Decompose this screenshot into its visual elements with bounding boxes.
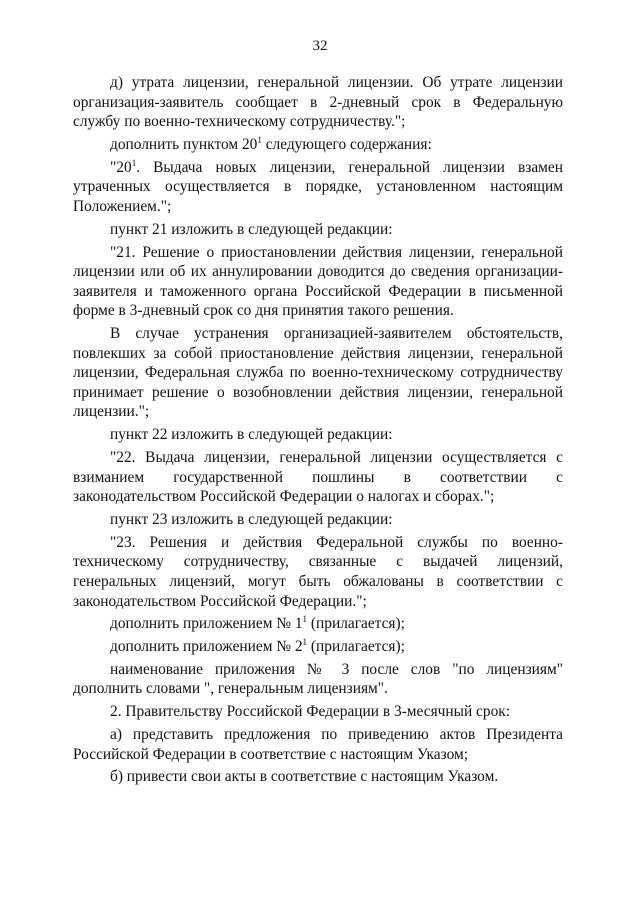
paragraph-point-20-1-text [73,158,563,217]
paragraph-item-b: б) привести свои акты в соответствие с настоящим Указом. [110,768,499,786]
text-fragment: дополнить приложением № 1 [110,615,303,633]
text-fragment: "20 [110,158,132,176]
superscript: 1 [302,637,308,648]
text-fragment: следующего содержания: [261,135,432,153]
paragraph-loss-of-license: д) утрата лицензии, генеральной лицензии. Об утрате лицензии организация-заявитель сообщает в 2-дневный срок в Федеральную службу по военно-техническому сотрудничеству."; [73,74,563,131]
text-fragment: (прилагается); [307,615,405,633]
paragraph-point-21-text: "21. Решение о приостановлении действия лицензии, генеральной лицензии или об их аннулировании доводится до сведения организации-заявителя и таможенного органа Российской Федерации в письменной форме в 3-дневный срок со дня принятия такого решения. [73,243,563,320]
paragraph-item-a: а) представить предложения по приведению актов Президента Российской Федерации в соответствие с настоящим Указом; [73,726,563,763]
paragraph-point-21-intro: пункт 21 изложить в следующей редакции: [110,220,393,238]
superscript: 1 [302,614,308,625]
text-fragment: дополнить пунктом 20 [110,135,258,153]
text-fragment: . Выдача новых лицензии, генеральной лицензии взамен утраченных осуществляется в порядке, установленном настоящим Положением."; [73,158,563,215]
paragraph-point-23-text: "23. Решения и действия Федеральной службы по военно-техническому сотрудничеству, связанные с выдачей лицензий, генеральных лицензий, могут быть обжалованы в соответствии с законодательством Российской Федерации."; [73,533,563,610]
superscript: 1 [131,157,137,168]
paragraph-point-23-intro: пункт 23 изложить в следующей редакции: [110,510,393,528]
text-fragment: дополнить приложением № 2 [110,638,303,656]
paragraph-point-22-text: "22. Выдача лицензии, генеральной лицензии осуществляется с взиманием государственной пошлины в соответствии с законодательством Российской Федерации о налогах и сборах."; [73,449,563,506]
paragraph-point-21-continued: В случае устранения организацией-заявителем обстоятельств, повлекших за собой приостановление действия лицензии, генеральной лицензии, Федеральная служба по военно-техническому сотрудничеству принимает решение о возобновлении действия лицензии, генеральной лицензии."; [73,325,563,421]
paragraph-annex-1-1 [73,614,563,634]
paragraph-annex-3-title: наименование приложения № 3 после слов "по лицензиям" дополнить словами ", генеральным лицензиям". [73,660,563,698]
text-fragment: (прилагается); [307,638,405,656]
paragraph-point-22-intro: пункт 22 изложить в следующей редакции: [110,426,393,444]
paragraph-annex-2-1 [73,637,563,657]
page-number: 32 [312,38,328,54]
paragraph-add-point-20-1 [73,135,563,155]
document-body [73,73,563,787]
superscript: 1 [257,134,262,145]
paragraph-government-instructions: 2. Правительству Российской Федерации в 3-месячный срок: [110,703,511,721]
